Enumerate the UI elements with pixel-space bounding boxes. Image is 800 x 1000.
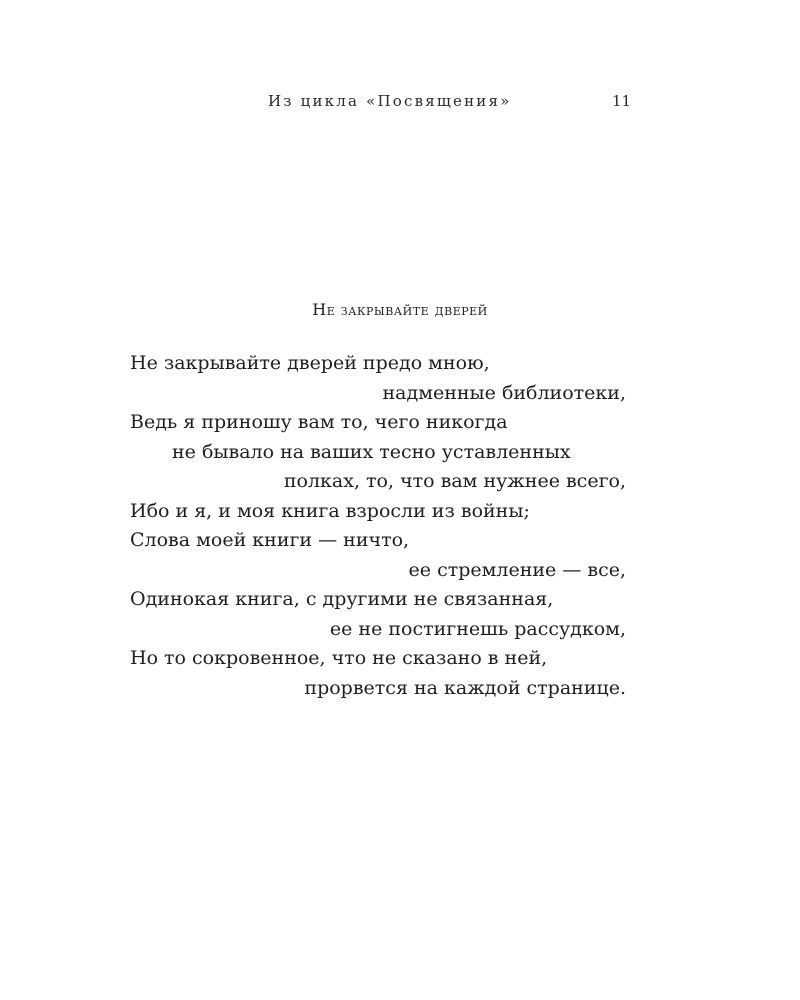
poem-line: Но то сокровенное, что не сказано в ней, [130, 647, 548, 669]
poem-line: ее стремление — все, [408, 558, 626, 581]
poem-line: прорвется на каждой странице. [304, 676, 626, 699]
running-head-title: Из цикла «Посвящения» [268, 92, 512, 110]
poem-title-text: Не закрывайте дверей [312, 300, 488, 319]
poem-line: Слова моей книги — ничто, [130, 529, 410, 551]
poem-line: Ведь я приношу вам то, чего никогда [130, 411, 508, 433]
poem-line: Одинокая книга, с другими не связанная, [130, 588, 554, 610]
poem-line: не бывало на ваших тесно уставленных [172, 440, 571, 463]
poem-line: Не закрывайте дверей предо мною, [130, 352, 490, 374]
poem-body [130, 349, 630, 703]
poem-line: надменные библиотеки, [382, 381, 626, 404]
poem-line: полках, то, что вам нужнее всего, [283, 470, 626, 492]
poem-title [0, 300, 800, 319]
page-number: 11 [612, 92, 632, 110]
poem-line: Ибо и я, и моя книга взросли из войны; [130, 499, 530, 522]
poem-line: ее не постигнешь рассудком, [329, 617, 626, 640]
